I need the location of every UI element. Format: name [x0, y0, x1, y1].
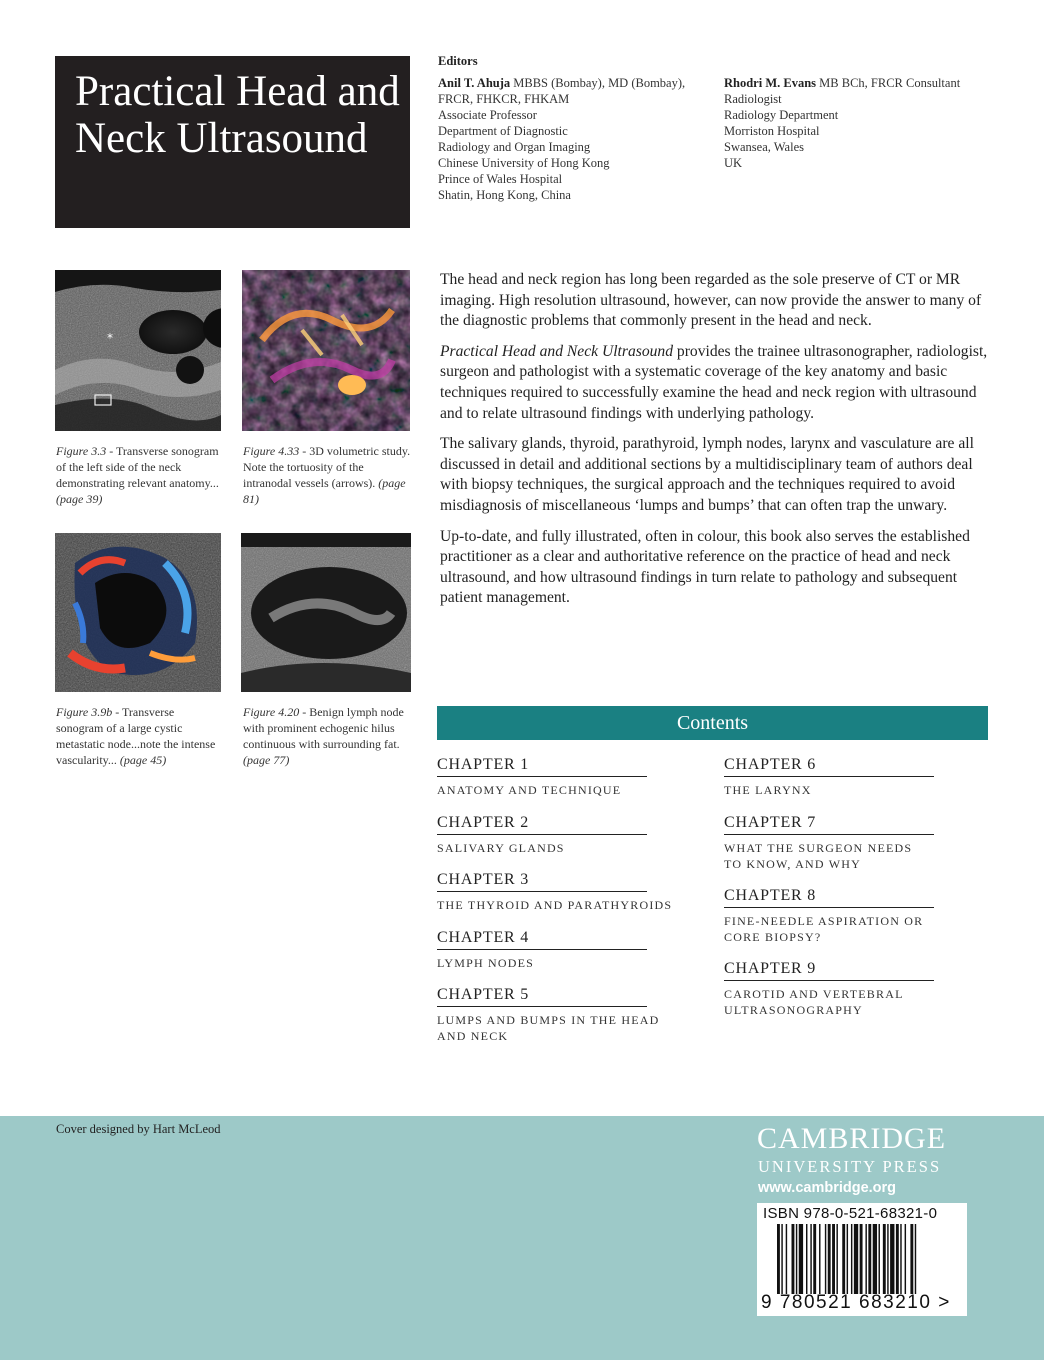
chapter-entry: [724, 959, 934, 1018]
editor-qualifications: MBBS (Bombay), MD (Bombay),: [513, 76, 686, 90]
chapter-title: LUMPS AND BUMPS IN THE HEAD AND NECK: [437, 1013, 660, 1043]
barcode-bar: [832, 1224, 835, 1294]
chapter-title: FINE-NEEDLE ASPIRATION OR CORE BIOPSY?: [724, 914, 924, 944]
barcode-bar: [905, 1224, 906, 1294]
barcode-bar: [847, 1224, 848, 1294]
chapter-number: CHAPTER 2: [437, 813, 647, 835]
barcode-bar: [781, 1224, 782, 1294]
chapter-number: CHAPTER 8: [724, 886, 934, 908]
editor-line: Swansea, Wales: [724, 140, 804, 154]
barcode-bar: [786, 1224, 787, 1294]
barcode-bar: [865, 1224, 866, 1294]
ultrasound-color-doppler-image: [55, 533, 221, 692]
barcode-bar: [842, 1224, 845, 1294]
contents-heading: Contents: [437, 706, 988, 740]
chapter-number: CHAPTER 9: [724, 959, 934, 981]
editor-qualifications: MB BCh, FRCR Consultant: [819, 76, 961, 90]
cover-credit: Cover designed by Hart McLeod: [56, 1122, 221, 1136]
isbn-barcode: [757, 1203, 967, 1316]
editor-line: Morriston Hospital: [724, 124, 820, 138]
chapter-number: CHAPTER 6: [724, 755, 934, 777]
figure-caption-text: - Benign lymph node with prominent echogenic hilus continuous with surrounding fat.: [243, 705, 404, 751]
chapter-entry: [724, 813, 934, 872]
ultrasound-grayscale-image: [55, 270, 221, 431]
chapter-number: CHAPTER 3: [437, 870, 647, 892]
barcode-bar: [910, 1224, 913, 1294]
figure-caption: [243, 443, 413, 507]
barcode-bar: [868, 1224, 871, 1294]
barcode-bar: [883, 1224, 886, 1294]
editor-evans: [724, 75, 984, 171]
figure-page-ref: (page 45): [119, 753, 167, 767]
barcode-bar: [806, 1224, 807, 1294]
svg-text:*: *: [107, 331, 113, 345]
isbn-number: ISBN 978-0-521-68321-0: [763, 1205, 938, 1222]
figure-page-ref: (page 81): [243, 476, 406, 506]
ultrasound-3d-volumetric-image: [242, 270, 410, 431]
barcode-bar: [854, 1224, 858, 1294]
chapter-number: CHAPTER 5: [437, 985, 647, 1007]
book-title-inline: Practical Head and Neck Ultrasound: [440, 342, 674, 360]
figure-label: Figure 3.3: [56, 444, 107, 458]
editor-line: Chinese University of Hong Kong: [438, 156, 610, 170]
editor-line: FRCR, FHKCR, FHKAM: [438, 92, 570, 106]
figure-label: Figure 4.20: [243, 705, 300, 719]
editor-name: Rhodri M. Evans: [724, 76, 817, 90]
figure-caption-text: - 3D volumetric study. Note the tortuosity of the intranodal vessels (arrows).: [243, 444, 411, 490]
chapter-entry: [437, 870, 677, 913]
barcode-bar: [900, 1224, 901, 1294]
editors-heading: Editors: [438, 54, 478, 68]
barcode-bar: [915, 1224, 916, 1294]
figure-label: Figure 4.33: [243, 444, 300, 458]
barcode-bar: [810, 1224, 811, 1294]
barcode-bar: [777, 1224, 780, 1294]
figure-caption: [56, 443, 221, 507]
chapter-title: SALIVARY GLANDS: [437, 841, 565, 855]
editor-line: Associate Professor: [438, 108, 537, 122]
figure-page-ref: (page 39): [56, 492, 103, 506]
figure-caption-text: - Transverse sonogram of the left side of the neck demonstrating relevant anatomy...: [56, 444, 219, 490]
chapter-entry: [724, 886, 934, 945]
description-text: provides the trainee ultrasonographer, radiologist, surgeon and pathologist with a systematic coverage of the key anatomy and basic techniques required to successfully examine the head and neck region with ultrasound and to relate ultrasound findings with underlying pathology.: [440, 342, 988, 422]
chapter-number: CHAPTER 4: [437, 928, 647, 950]
description-paragraph: [440, 342, 992, 424]
barcode-bar: [825, 1224, 826, 1294]
book-description: [440, 270, 992, 619]
barcode-bar: [792, 1224, 795, 1294]
publisher-logo-subtitle: UNIVERSITY PRESS: [758, 1157, 942, 1176]
figure-caption-text: - Transverse sonogram of a large cystic metastatic node...note the intense vascularity...: [56, 705, 216, 767]
editor-line: Prince of Wales Hospital: [438, 172, 563, 186]
chapter-entry: [437, 813, 677, 856]
chapter-title: THE LARYNX: [724, 783, 812, 797]
chapter-number: CHAPTER 7: [724, 813, 934, 835]
publisher-url[interactable]: www.cambridge.org: [758, 1180, 897, 1196]
barcode-bar: [896, 1224, 899, 1294]
figure-page-ref: (page 77): [243, 753, 290, 767]
chapter-entry: [437, 985, 677, 1044]
barcode-bar: [851, 1224, 852, 1294]
barcode-bar: [819, 1224, 820, 1294]
editor-line: Shatin, Hong Kong, China: [438, 188, 571, 202]
editor-line: Radiology and Organ Imaging: [438, 140, 591, 154]
barcode-bar: [873, 1224, 877, 1294]
figure-caption: [56, 704, 221, 768]
barcode-bar: [890, 1224, 894, 1294]
barcode-icon: [777, 1224, 957, 1294]
barcode-bar: [828, 1224, 831, 1294]
chapter-title: WHAT THE SURGEON NEEDS TO KNOW, AND WHY: [724, 841, 913, 871]
book-title: Practical Head and Neck Ultrasound: [75, 68, 400, 162]
chapter-entry: [437, 755, 677, 798]
barcode-bar: [813, 1224, 816, 1294]
chapter-title: CAROTID AND VERTEBRAL ULTRASONOGRAPHY: [724, 987, 904, 1017]
chapter-entry: [437, 928, 677, 971]
barcode-digits: 9 780521 683210 >: [761, 1292, 951, 1313]
barcode-bar: [860, 1224, 863, 1294]
barcode-bar: [887, 1224, 888, 1294]
editor-line: UK: [724, 156, 743, 170]
title-block: [55, 56, 410, 228]
barcode-bar: [836, 1224, 837, 1294]
barcode-bar: [799, 1224, 803, 1294]
chapter-entry: [724, 755, 964, 798]
chapter-title: THE THYROID AND PARATHYROIDS: [437, 898, 673, 912]
editor-name: Anil T. Ahuja: [438, 76, 511, 90]
chapter-title: ANATOMY AND TECHNIQUE: [437, 783, 622, 797]
barcode-bar: [796, 1224, 797, 1294]
editor-line: Radiologist: [724, 92, 782, 106]
figure-caption: [243, 704, 413, 768]
ultrasound-lymph-node-image: [241, 533, 411, 692]
figure-label: Figure 3.9b: [56, 705, 113, 719]
barcode-bar: [879, 1224, 880, 1294]
chapter-number: CHAPTER 1: [437, 755, 647, 777]
editor-line: Radiology Department: [724, 108, 839, 122]
description-paragraph: Up-to-date, and fully illustrated, often in colour, this book also serves the established practitioner as a clear and authoritative reference on the practice of head and neck ultrasound, and how ultrasound findings in turn relate to pathology and subsequent patient management.: [440, 527, 970, 607]
editor-line: Department of Diagnostic: [438, 124, 568, 138]
editor-ahuja: [438, 75, 708, 203]
description-paragraph: The head and neck region has long been regarded as the sole preserve of CT or MR imaging. High resolution ultrasound, however, can now provide the answer to many of the diagnostic problems that commonly present in the head and neck.: [440, 271, 982, 330]
publisher-logo-name: CAMBRIDGE: [757, 1122, 947, 1155]
description-paragraph: The salivary glands, thyroid, parathyroid, lymph nodes, larynx and vasculature are all discussed in detail and additional sections by a multidisciplinary team of authors deal with biopsy techniques, the surgical approach and the techniques required to avoid misdiagnosis of miscellaneous ‘lumps and bumps’ that can often trap the unwary.: [440, 435, 974, 514]
editor-name-line: [724, 75, 984, 91]
chapter-title: LYMPH NODES: [437, 956, 535, 970]
editor-name-line: [438, 75, 708, 91]
